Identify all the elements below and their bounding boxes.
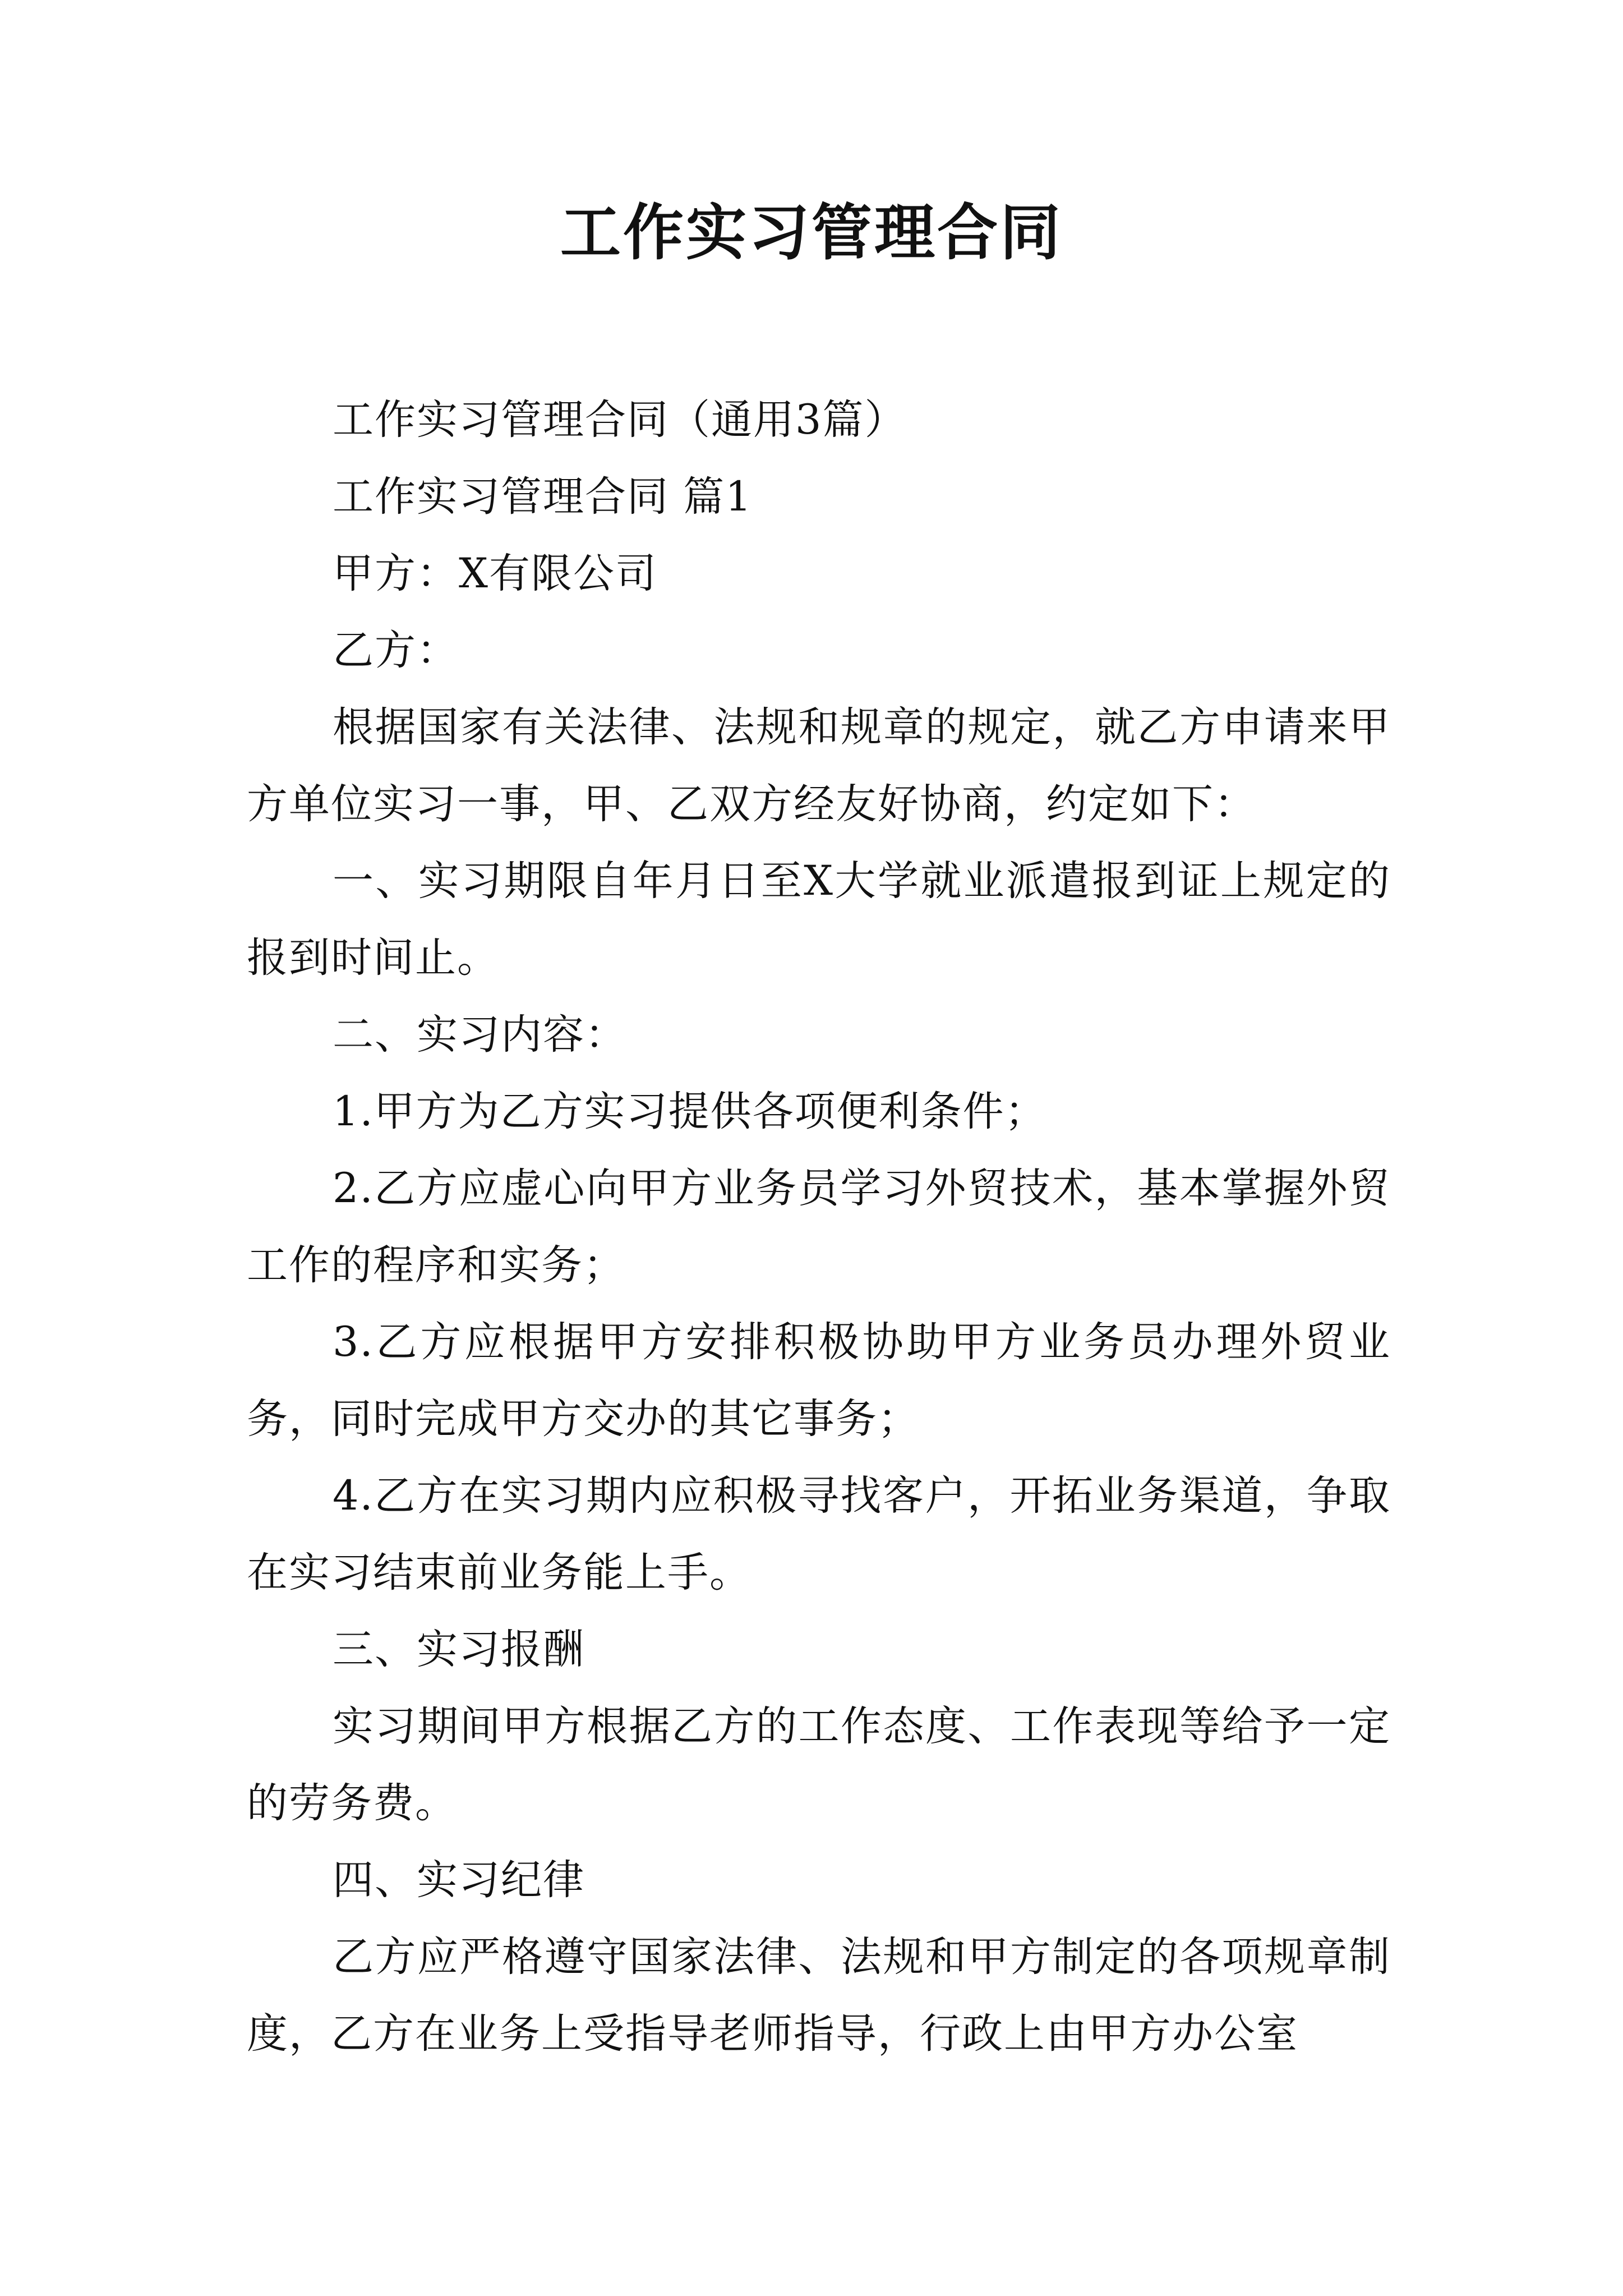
document-title: 工作实习管理合同 <box>560 197 1063 268</box>
paragraph-clause-3-heading: 三、实习报酬 <box>333 1626 585 1673</box>
paragraph-party-a: 甲方：X有限公司 <box>333 550 657 597</box>
paragraph-clause-2-heading: 二、实习内容： <box>333 1011 627 1059</box>
document-body <box>247 381 1391 2072</box>
paragraph-subtitle: 工作实习管理合同（通用3篇） <box>333 396 907 444</box>
paragraph-clause-1: 一、实习期限自年月日至X大学就业派遣报到证上规定的报到时间止。 <box>247 857 1391 982</box>
paragraph-clause-4-text: 乙方应严格遵守国家法律、法规和甲方制定的各项规章制度，乙方在业务上受指导老师指导，行政上由甲方办公室 <box>247 1933 1391 2058</box>
paragraph-party-b: 乙方： <box>333 627 459 674</box>
paragraph-section-heading: 工作实习管理合同 篇1 <box>333 473 753 521</box>
paragraph-item-2: 2.乙方应虚心向甲方业务员学习外贸技术，基本掌握外贸工作的程序和实务； <box>247 1165 1391 1289</box>
paragraph-clause-3-text: 实习期间甲方根据乙方的工作态度、工作表现等给予一定的劳务费。 <box>247 1703 1391 1827</box>
paragraph-preamble: 根据国家有关法律、法规和规章的规定，就乙方申请来甲方单位实习一事，甲、乙双方经友好协商，约定如下： <box>247 703 1391 828</box>
paragraph-clause-4-heading: 四、实习纪律 <box>333 1856 585 1904</box>
paragraph-item-3: 3.乙方应根据甲方安排积极协助甲方业务员办理外贸业务，同时完成甲方交办的其它事务； <box>247 1318 1391 1443</box>
paragraph-item-1: 1.甲方为乙方实习提供各项便利条件； <box>333 1088 1047 1135</box>
paragraph-item-4: 4.乙方在实习期内应积极寻找客户，开拓业务渠道，争取在实习结束前业务能上手。 <box>247 1472 1391 1596</box>
